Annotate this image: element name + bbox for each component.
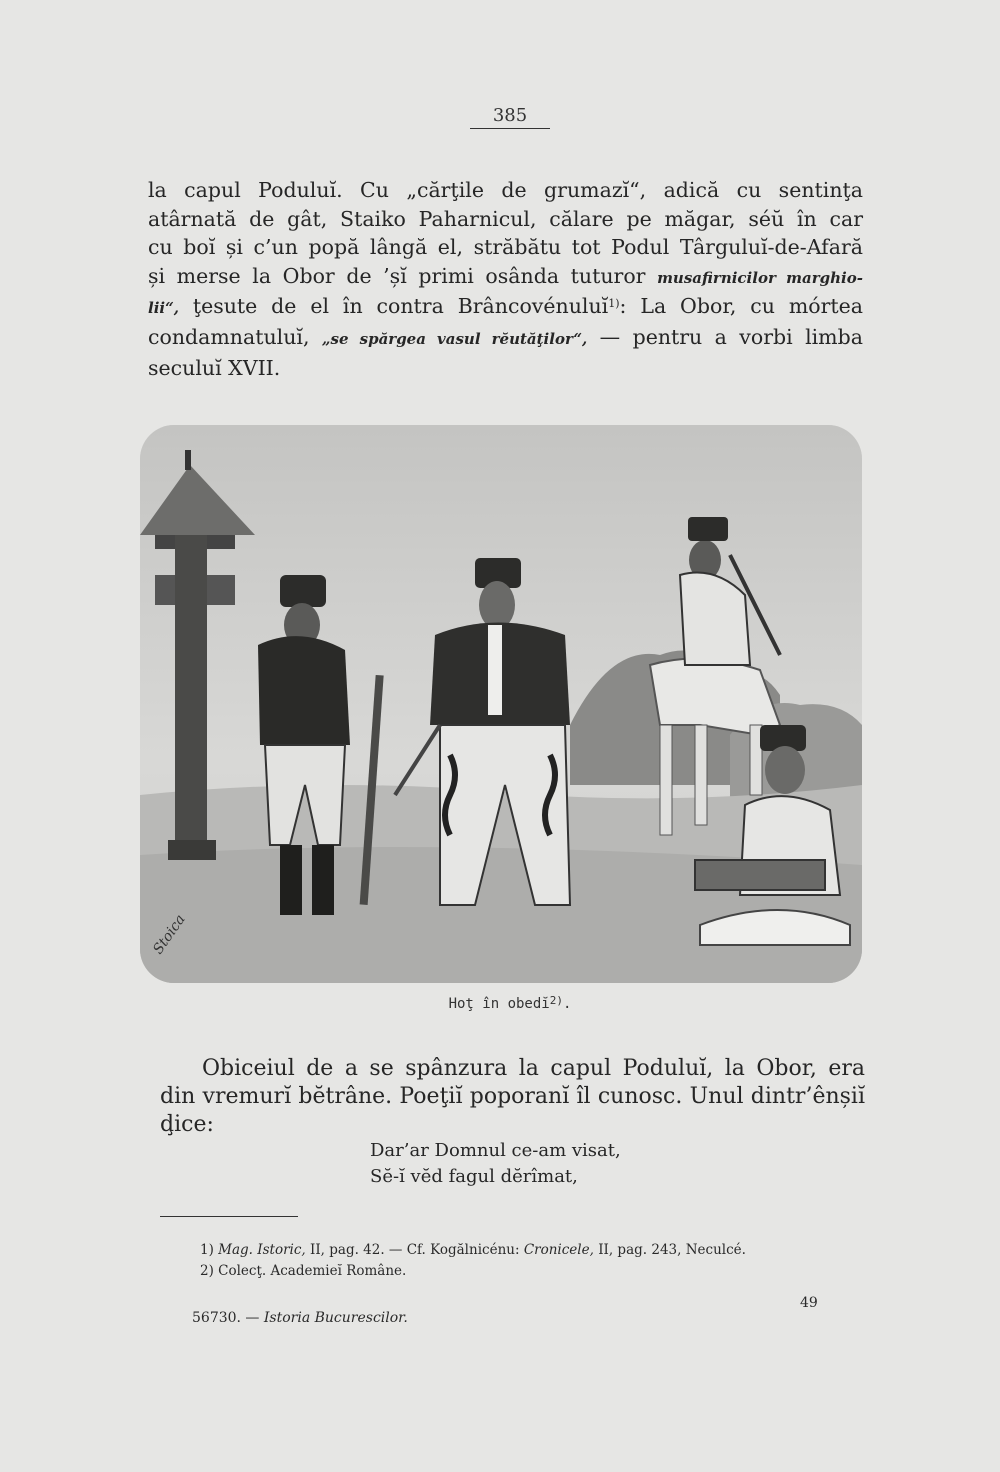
illustration: [140, 425, 862, 983]
footnote-ref: 1): [608, 297, 620, 311]
sheet-number: 49: [800, 1295, 818, 1311]
text-run: : La Obor, cu mórtea: [619, 294, 863, 319]
caption-text: Hoţ în obedĭ: [448, 996, 550, 1012]
footnotes: [200, 1240, 840, 1282]
italic-text: musafirnicilor marghio-: [657, 268, 863, 287]
text-run: și merse la Obor de ’șĭ primi osânda tuturor: [148, 263, 646, 288]
imprint-number: 56730. —: [192, 1310, 260, 1326]
artist-signature: Stoica: [150, 911, 189, 958]
footnote-number: 2): [200, 1263, 214, 1279]
text-run: II, pag. 243, Neculcé.: [598, 1242, 746, 1258]
text-line: cu boĭ și c’un popă lângă el, străbătu tot Podul Târguluĭ-de-Afară: [148, 235, 863, 260]
footnote-number: 1): [200, 1242, 214, 1258]
header-rule: [470, 128, 550, 129]
text-run: II, pag. 42. — Cf. Kogălnicénu:: [310, 1242, 520, 1258]
verse-line: Dar’ar Domnul ce-am visat,: [370, 1140, 621, 1161]
text-line: atârnată de gât, Staiko Paharnicul, călare pe măgar, séŭ în car: [148, 206, 863, 231]
figure-caption: Hoţ în obedĭ$^{2)}$.: [448, 994, 572, 1012]
text-run: Colecţ. Academieĭ Române.: [218, 1263, 407, 1279]
body-paragraph-2: [160, 1055, 865, 1139]
imprint-title: Istoria Bucurescilor.: [263, 1310, 408, 1326]
footnote-rule: [160, 1216, 298, 1217]
text-line: [148, 262, 863, 293]
text-line: din vremurĭ bĕtrâne. Poeţiĭ poporanĭ îl cunosc. Unul dintr’ênșiĭ: [160, 1084, 865, 1109]
verse-line: Sĕ-ĭ vĕd fagul dĕrîmat,: [370, 1166, 578, 1187]
illustration-drawing: [140, 425, 862, 983]
text-run: — pentru a vorbi limba: [599, 324, 863, 349]
footnote-ref: 2): [549, 994, 563, 1007]
footnote-1: [200, 1240, 840, 1261]
page-number: 385: [492, 105, 528, 126]
imprint: [192, 1310, 408, 1326]
italic-text: „se spărgea vasul rĕutăţilor“,: [321, 329, 588, 348]
text-line: ḑice:: [160, 1112, 214, 1137]
text-line: la capul Poduluĭ. Cu „cărţile de grumazĭ“, adică cu sentinţa: [148, 178, 863, 202]
body-paragraph-1: [148, 176, 863, 382]
verse: [370, 1138, 621, 1190]
text-line: Obiceiul de a se spânzura la capul Poduluĭ, la Obor, era: [202, 1056, 865, 1081]
italic-text: lii“,: [148, 299, 179, 318]
footnote-2: [200, 1261, 840, 1282]
text-line: [148, 292, 863, 323]
italic-text: Mag. Istoric,: [218, 1242, 306, 1258]
text-run: ţesute de el în contra Brâncovénuluĭ: [192, 294, 609, 319]
text-line: seculuĭ XVII.: [148, 355, 281, 380]
text-line: [148, 323, 863, 354]
text-run: condamnatuluĭ,: [148, 324, 310, 349]
italic-text: Cronicele,: [523, 1242, 594, 1258]
